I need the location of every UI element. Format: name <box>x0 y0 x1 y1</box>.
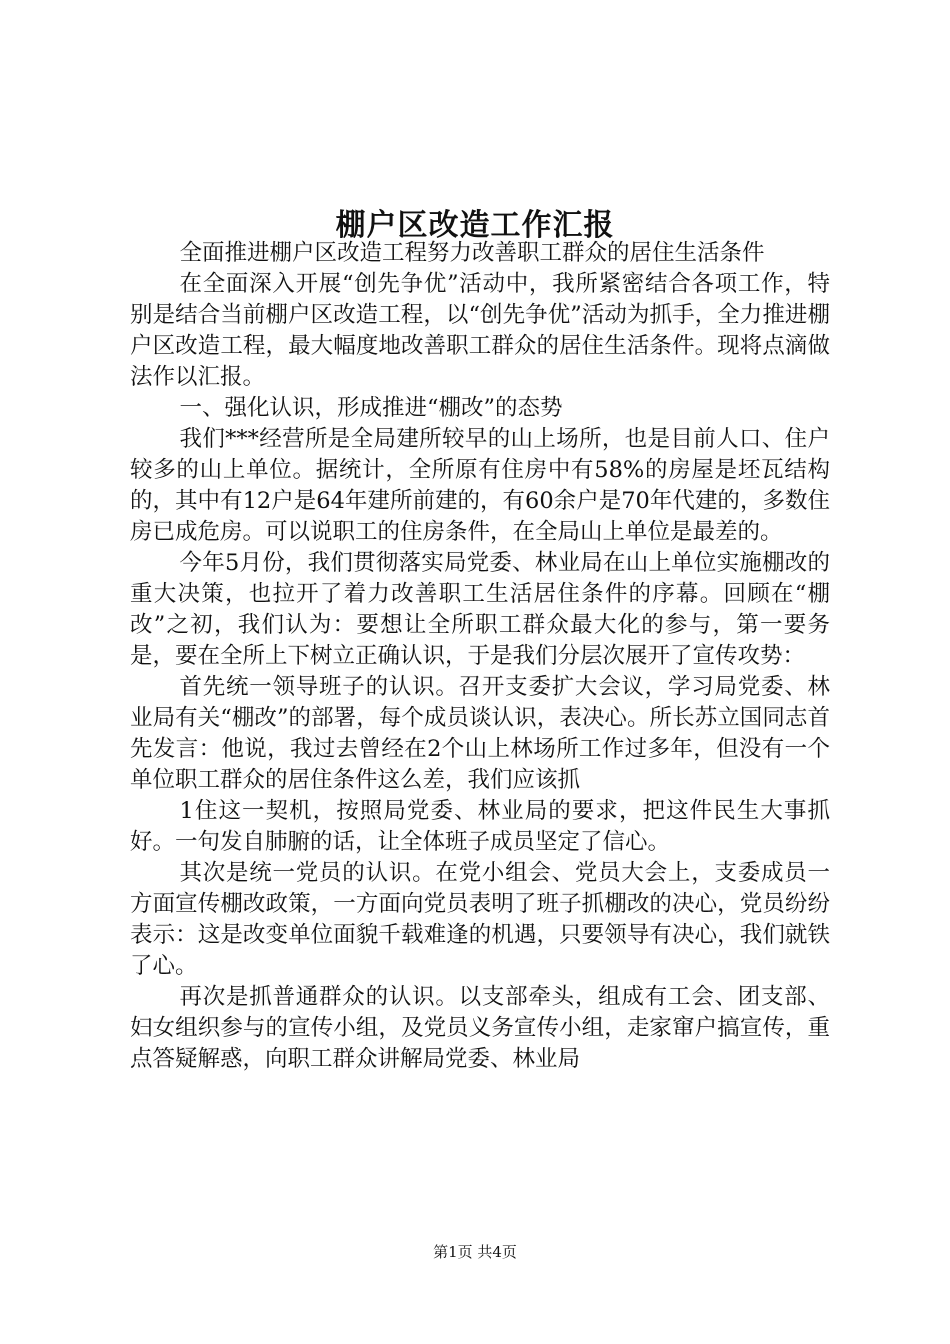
document-title: 棚户区改造工作汇报 <box>335 208 615 244</box>
page-footer: 第1页 共4页 <box>433 1243 517 1261</box>
paragraph-subtitle: 全面推进棚户区改造工程努力改善职工群众的居住生活条件 <box>179 240 765 266</box>
paragraph: 首先统一领导班子的认识。召开支委扩大会议，学习局党委、林业局有关“棚改”的部署，每个成员谈认识，表决心。所长苏立国同志首先发言：他说，我过去曾经在2个山上林场所工作过多年，但没有一个单位职工群众的居住条件这么差，我们应该抓 <box>130 674 830 793</box>
paragraph: 其次是统一党员的认识。在党小组会、党员大会上，支委成员一方面宣传棚改政策，一方面向党员表明了班子抓棚改的决心，党员纷纷表示：这是改变单位面貌千载难逢的机遇，只要领导有决心，我们就铁了心。 <box>130 860 830 979</box>
document-body <box>130 238 830 1075</box>
paragraph-intro: 在全面深入开展“创先争优”活动中，我所紧密结合各项工作，特别是结合当前棚户区改造工程，以“创先争优”活动为抓手，全力推进棚户区改造工程，最大幅度地改善职工群众的居住生活条件。现将点滴做法作以汇报。 <box>130 271 830 390</box>
paragraph: 我们***经营所是全局建所较早的山上场所，也是目前人口、住户较多的山上单位。据统计，全所原有住房中有58%的房屋是坯瓦结构的，其中有12户是64年建所前建的，有60余户是70年代建的，多数住房已成危房。可以说职工的住房条件，在全局山上单位是最差的。 <box>130 426 830 545</box>
paragraph: 1住这一契机，按照局党委、林业局的要求，把这件民生大事抓好。一句发自肺腑的话，让全体班子成员坚定了信心。 <box>130 798 830 855</box>
section-heading: 一、强化认识，形成推进“棚改”的态势 <box>179 395 563 421</box>
paragraph: 再次是抓普通群众的认识。以支部牵头，组成有工会、团支部、妇女组织参与的宣传小组，及党员义务宣传小组，走家窜户搞宣传，重点答疑解惑，向职工群众讲解局党委、林业局 <box>130 984 830 1072</box>
paragraph: 今年5月份，我们贯彻落实局党委、林业局在山上单位实施棚改的重大决策，也拉开了着力改善职工生活居住条件的序幕。回顾在“棚改”之初，我们认为：要想让全所职工群众最大化的参与，第一要务是，要在全所上下树立正确认识，于是我们分层次展开了宣传攻势： <box>130 550 830 669</box>
